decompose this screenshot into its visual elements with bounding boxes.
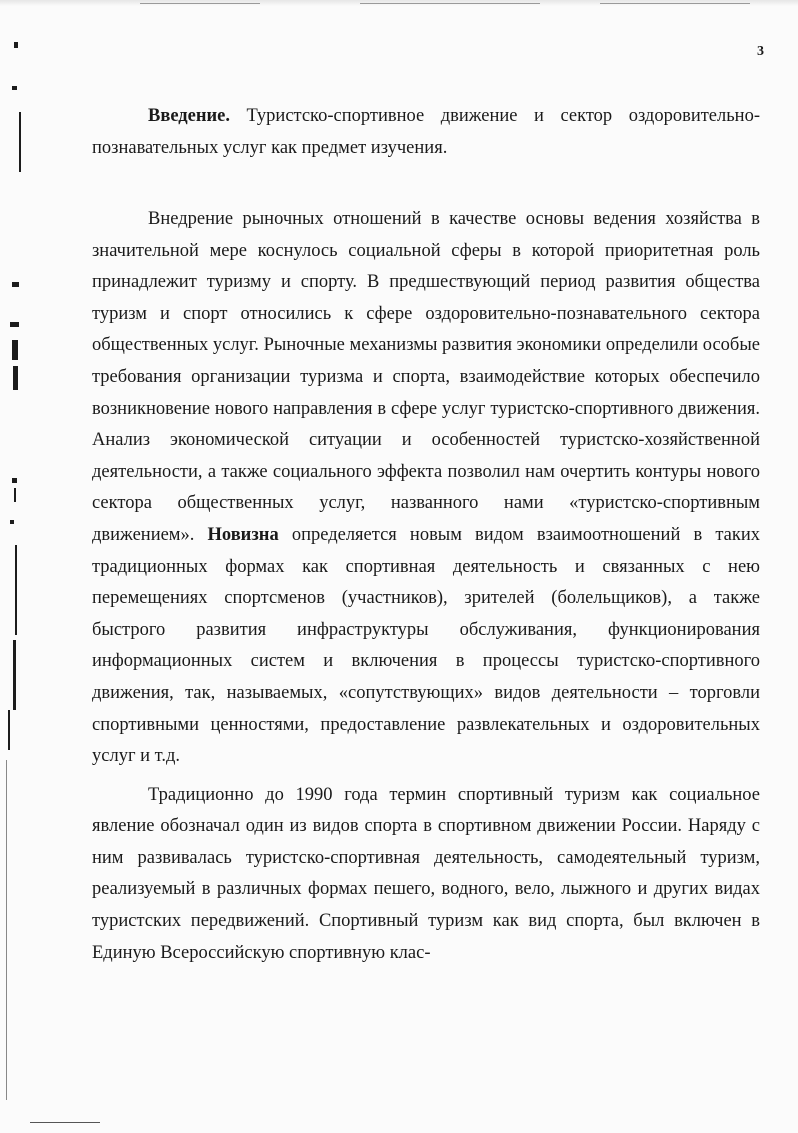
paragraph-1-part1: Внедрение рыночных отношений в качестве основы ведения хозяйства в значительной мере коснулось социальной сферы в которой приоритетная роль принадлежит туризму и спорту. В предшествующий период развития общества туризм и спорт относились к сфере оздоровительно-познавательного сектора общественных услуг. Рыночные механизмы развития экономики определили особые требования организации туризма и спорта, взаимодействие которых обеспечило возникновение нового направления в сфере услуг туристско-спортивного движения. Анализ экономической ситуации и особенностей туристско-хозяйственной деятельности, а также социального эффекта позволил нам очертить контуры нового сектора общественных услуг, названного нами «туристско-спортивным движением». [92, 209, 760, 545]
heading-label: Введение. [148, 106, 231, 126]
binding-mark [12, 282, 19, 287]
section-heading [92, 100, 760, 164]
binding-mark [10, 520, 14, 524]
paragraph-2: Традиционно до 1990 года термин спортивный туризм как социальное явление обозначал один из видов спорта в спортивном движении России. Наряду с ним развивалась туристско-спортивная деятельность, самодеятельный туризм, реализуемый в различных формах пешего, водного, вело, лыжного и других видах туристских передвижений. Спортивный туризм как вид спорта, был включен в Единую Всероссийскую спортивную клас- [92, 784, 760, 963]
binding-mark [13, 366, 18, 390]
binding-mark [8, 710, 10, 750]
scan-edge-line [360, 3, 540, 4]
heading-text: Туристско-спортивное движение и сектор оздоровительно-познавательных услуг как предмет изучения. [92, 106, 760, 158]
binding-mark [14, 42, 18, 48]
binding-mark [19, 112, 21, 172]
novelty-term: Новизна [207, 524, 279, 545]
binding-mark [14, 488, 16, 502]
binding-mark [10, 322, 19, 327]
binding-mark [6, 760, 7, 1100]
scan-edge-line [140, 3, 260, 4]
scan-bottom-line [30, 1122, 100, 1123]
paragraph-1-part2: определяется новым видом взаимоотношений в таких традиционных формах как спортивная деятельность и связанных с нею перемещениях спортсменов (участников), зрителей (болельщиков), а также быстрого развития инфраструктуры обслуживания, функционирования информационных систем и включения в процессы туристско-спортивного движения, так, называемых, «сопутствующих» видов деятельности – торговли спортивными ценностями, предоставление развлекательных и оздоровительных услуг и т.д. [92, 524, 760, 767]
left-binding-edge [0, 0, 30, 1133]
binding-mark [15, 545, 17, 635]
binding-mark [12, 340, 18, 360]
scan-edge-line [600, 3, 750, 4]
binding-mark [12, 478, 17, 483]
document-body [92, 100, 760, 976]
binding-mark [12, 86, 17, 90]
page-number: 3 [757, 44, 764, 59]
binding-mark [13, 640, 16, 710]
paragraph-1 [92, 204, 760, 773]
